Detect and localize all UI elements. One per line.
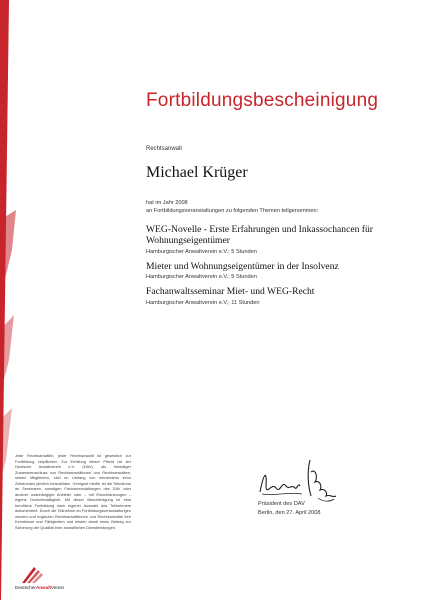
handwritten-signatures bbox=[258, 452, 338, 504]
topic-item bbox=[146, 262, 416, 282]
topic-title: WEG-Novelle - Erste Erfahrungen und Inkassochancen für Wohnungseigentümer bbox=[146, 224, 373, 246]
dav-logo-icon bbox=[12, 565, 74, 585]
topic-item bbox=[146, 225, 416, 256]
recipient-name: Michael Krüger bbox=[146, 164, 248, 181]
salutation: Rechtsanwalt bbox=[146, 146, 183, 152]
certificate-title: Fortbildungsbescheinigung bbox=[146, 90, 379, 111]
intro-line-topics: an Fortbildungsveranstaltungen zu folgenden Themen teilgenommen: bbox=[146, 208, 319, 215]
dav-word-part2: Anwalt bbox=[35, 585, 51, 590]
intro-text bbox=[146, 199, 318, 216]
topic-meta: Hamburgischer Anwaltverein e.V.; 11 Stunden bbox=[146, 300, 260, 307]
topic-title: Mieter und Wohnungseigentümer in der Insolvenz bbox=[146, 260, 339, 272]
dav-logo-wordmark bbox=[15, 585, 64, 590]
intro-line-year: hat im Jahr 2008 bbox=[146, 200, 188, 206]
topic-list bbox=[146, 225, 416, 313]
dav-word-part1: Deutscher bbox=[15, 585, 36, 590]
topic-meta: Hamburgischer Anwaltverein e.V.; 5 Stunden bbox=[146, 248, 257, 255]
topic-title: Fachanwaltsseminar Miet- und WEG-Recht bbox=[146, 286, 315, 298]
topic-meta: Hamburgischer Anwaltverein e.V.; 5 Stunden bbox=[146, 274, 257, 281]
signature-role: Präsident des DAV bbox=[258, 501, 305, 507]
continuing-education-note: Jede Rechtsanwältin, jeder Rechtsanwalt ist gesetzlich zur Fortbildung verpflichtet. Zur Erfüllung dieser Pflicht rät der Deutsche Anwaltverein e.V. (DAV), als freiwilliger Zusammenschluss von Rechtsanwältinnen und Rechtsanwälten, seinen Mitgliedern, sich im Umfang von mindestens zehn Zeitstunden jährlich fortzubilden. Geeignet hierfür ist die Teilnahme an Seminaren, sonstigen Fachveranstaltungen des DAV oder anderer unabhängiger Anbieter oder – mit Einschränkungen – eigene Dozententätigkeit. Mit dieser Bescheinigung ist eine berufliche Fortbildung nach eigener Auswahl des Teilnehmers dokumentiert. Durch die Teilnahme an Fortbildungsveranstaltungen werden und ergänzen Rechtsanwältinnen und Rechtsanwälte ihre Kenntnisse und Fähigkeiten und leisten damit einen Beitrag zur Sicherung der Qualität ihrer anwaltlichen Dienstleistungen. bbox=[15, 453, 131, 530]
signature-place-date: Berlin, den 27. April 2008 bbox=[258, 510, 321, 516]
topic-item bbox=[146, 287, 416, 307]
dav-word-part3: Verein bbox=[51, 585, 65, 590]
